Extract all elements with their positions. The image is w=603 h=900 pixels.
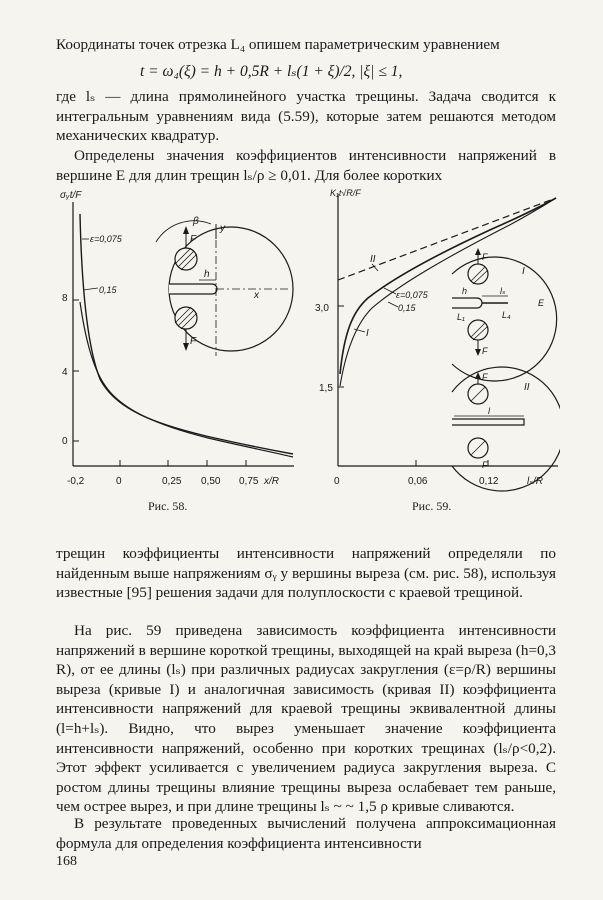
fig59-ylabel: K₁t√R/F [330,188,361,198]
fig58-xtick: 0,75 [239,476,259,487]
fig59-inset2-l: l [488,406,490,416]
fig58-inset-schematic [156,216,293,356]
fig59-curve-label: 0,15 [398,303,416,313]
fig58-curve-label: 0,15 [99,285,117,295]
fig59-xlabel: lₛ/R [527,476,543,487]
fig59-inset2-F2: F [482,460,488,470]
fig59-inset1-F2: F [482,346,488,356]
fig58-xtick: 0,25 [162,476,182,487]
fig58-xtick: -0,2 [67,476,85,487]
figure-59 [312,184,560,494]
paragraph-where: где lₛ — длина прямолинейного участка трещины. Задача сводится к интегральным уравнениям вида (5.59), которые затем решаются методом механических квадратур. [56,88,556,145]
fig59-inset2-F: F [482,372,488,382]
fig59-inset1-F: F [482,252,488,262]
fig58-xlabel: x/R [264,476,279,487]
fig59-curve-label: ε=0,075 [396,290,428,300]
fig59-inset-I [452,248,557,381]
fig59-ytick: 3,0 [315,303,329,314]
fig58-inset-F: F [190,234,197,245]
fig58-inset-beta: β [193,216,199,227]
fig59-xtick: 0,12 [479,476,499,487]
fig59-curve-label: II [370,254,376,265]
fig58-inset-h: h [204,269,210,280]
fig58-xtick: 0 [116,476,122,487]
fig58-ytick: 0 [62,436,68,447]
fig58-inset-F2: F [190,336,197,347]
page-number: 168 [56,854,77,869]
fig59-inset-II [452,367,560,491]
fig59-inset1-I: I [522,266,525,277]
fig59-inset1-ls: lₛ [500,286,506,296]
paragraph-determined: Определены значения коэффициентов интенсивности напряжений в вершине E для длин трещин lₛ/ρ ≥ 0,01. Для более коротких [56,147,556,184]
fig58-xtick: 0,50 [201,476,221,487]
fig58-curve-label: ε=0,075 [90,234,122,244]
paragraph-intro: Координаты точек отрезка L₄ опишем параметрическим уравнением [56,36,500,53]
figure-58 [56,184,296,494]
fig59-inset1-E: E [538,298,545,308]
fig59-curve-label: I [366,328,369,339]
fig58-ytick: 8 [62,293,68,304]
fig58-inset-x: x [254,290,259,301]
fig58-inset-y: y [220,223,225,234]
fig59-inset1-L1: L₁ [457,312,465,322]
fig58-ylabel: σᵧt/F [60,190,82,201]
fig59-ytick: 1,5 [319,383,333,394]
fig59-caption: Рис. 59. [412,499,452,513]
paragraph-result: В результате проведенных вычислений получена аппроксимационная формула для определения коэффициента интенсивности [56,815,556,852]
fig59-inset2-II: II [524,382,530,393]
fig59-inset1-L4: L₄ [502,310,511,320]
paragraph-fig59-discussion: На рис. 59 приведена зависимость коэффициента интенсивности напряжений в вершине короткой трещины, выходящей на край выреза (h=0,3 R), от ее длины (lₛ) при различных радиусах закругления (ε=ρ/R) вершины выреза (кривые I) и аналогичная зависимость (кривая II) коэффициента интенсивности напряжений для краевой трещины эквивалентной длины (l=h+lₛ). Видно, что вырез уменьшает значение коэффициента интенсивности напряжений, особенно при коротких трещинах (lₛ/ρ<0,2). Этот эффект усиливается с увеличением радиуса закругления выреза. С ростом длины трещины влияние трещины выреза ослабевает тем раньше, чем острее вырез, и при длине трещины lₛ ~ ~ 1,5 ρ кривые сливаются. [56,622,556,816]
fig59-inset1-h: h [462,286,468,296]
formula-parametric: t = ω₄(ξ) = h + 0,5R + lₛ(1 + ξ)/2, |ξ| ≤ 1, [140,63,403,80]
paragraph-short-cracks: трещин коэффициенты интенсивности напряжений определяли по найденным выше напряжениям σᵧ у вершины выреза (см. рис. 58), используя известные [95] решения задачи для полуплоскости с краевой трещиной. [56,545,556,602]
fig58-ytick: 4 [62,367,68,378]
fig59-xtick: 0 [334,476,340,487]
fig58-caption: Рис. 58. [148,499,188,513]
fig59-xtick: 0,06 [408,476,428,487]
